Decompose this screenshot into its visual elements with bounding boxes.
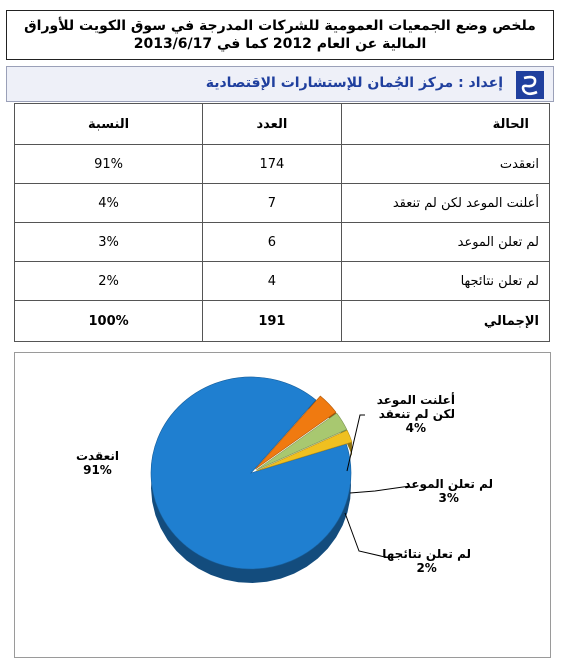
table-header-row	[15, 104, 550, 145]
status-table	[14, 103, 550, 342]
row-status: لم تعلن الموعد	[341, 223, 549, 262]
row-percent: 2%	[15, 262, 203, 301]
row-count: 174	[203, 145, 342, 184]
pie-label-line: 4%	[405, 421, 427, 435]
pie-leader-line	[350, 486, 410, 493]
aljoman-logo-icon	[515, 70, 545, 100]
table-row	[15, 223, 550, 262]
total-count: 191	[203, 301, 342, 342]
total-status: الإجمالي	[341, 301, 549, 342]
report-title-box	[6, 10, 554, 60]
header-status: الحالة	[341, 104, 549, 145]
pie-slice-label	[76, 449, 119, 477]
total-percent: 100%	[15, 301, 203, 342]
row-percent: 4%	[15, 184, 203, 223]
pie-chart	[15, 353, 550, 657]
row-status: أعلنت الموعد لكن لم تنعقد	[341, 184, 549, 223]
row-percent: 91%	[15, 145, 203, 184]
report-title: ملخص وضع الجمعيات العمومية للشركات المدرجة في سوق الكويت للأوراق المالية عن العام 2012 كما في 2013/6/17	[24, 18, 536, 52]
pie-chart-box	[14, 352, 551, 658]
header-count: العدد	[203, 104, 342, 145]
row-percent: 3%	[15, 223, 203, 262]
pie-label-line: أعلنت الموعد	[376, 393, 455, 407]
header-percent: النسبة	[15, 104, 203, 145]
table-row	[15, 262, 550, 301]
table-row	[15, 184, 550, 223]
table-row	[15, 145, 550, 184]
pie-label-line: 91%	[83, 463, 112, 477]
pie-label-line: لم تعلن الموعد	[404, 477, 493, 491]
pie-leader-line	[345, 513, 385, 557]
table-total-row	[15, 301, 550, 342]
row-status: انعقدت	[341, 145, 549, 184]
pie-label-line: 2%	[416, 561, 437, 575]
row-count: 6	[203, 223, 342, 262]
prepared-by-box	[6, 66, 554, 102]
row-count: 7	[203, 184, 342, 223]
pie-label-line: لم تعلن نتائجها	[382, 547, 471, 561]
prepared-by-text: إعداد : مركز الجُمان للإستشارات الإقتصادية	[205, 75, 503, 91]
pie-slice-label	[404, 477, 493, 505]
row-count: 4	[203, 262, 342, 301]
pie-slice-label	[382, 547, 471, 575]
row-status: لم تعلن نتائجها	[341, 262, 549, 301]
pie-label-line: لكن لم تنعقد	[378, 407, 455, 421]
pie-label-line: 3%	[438, 491, 459, 505]
pie-slice-label	[377, 393, 455, 435]
pie-label-line: انعقدت	[75, 449, 119, 463]
